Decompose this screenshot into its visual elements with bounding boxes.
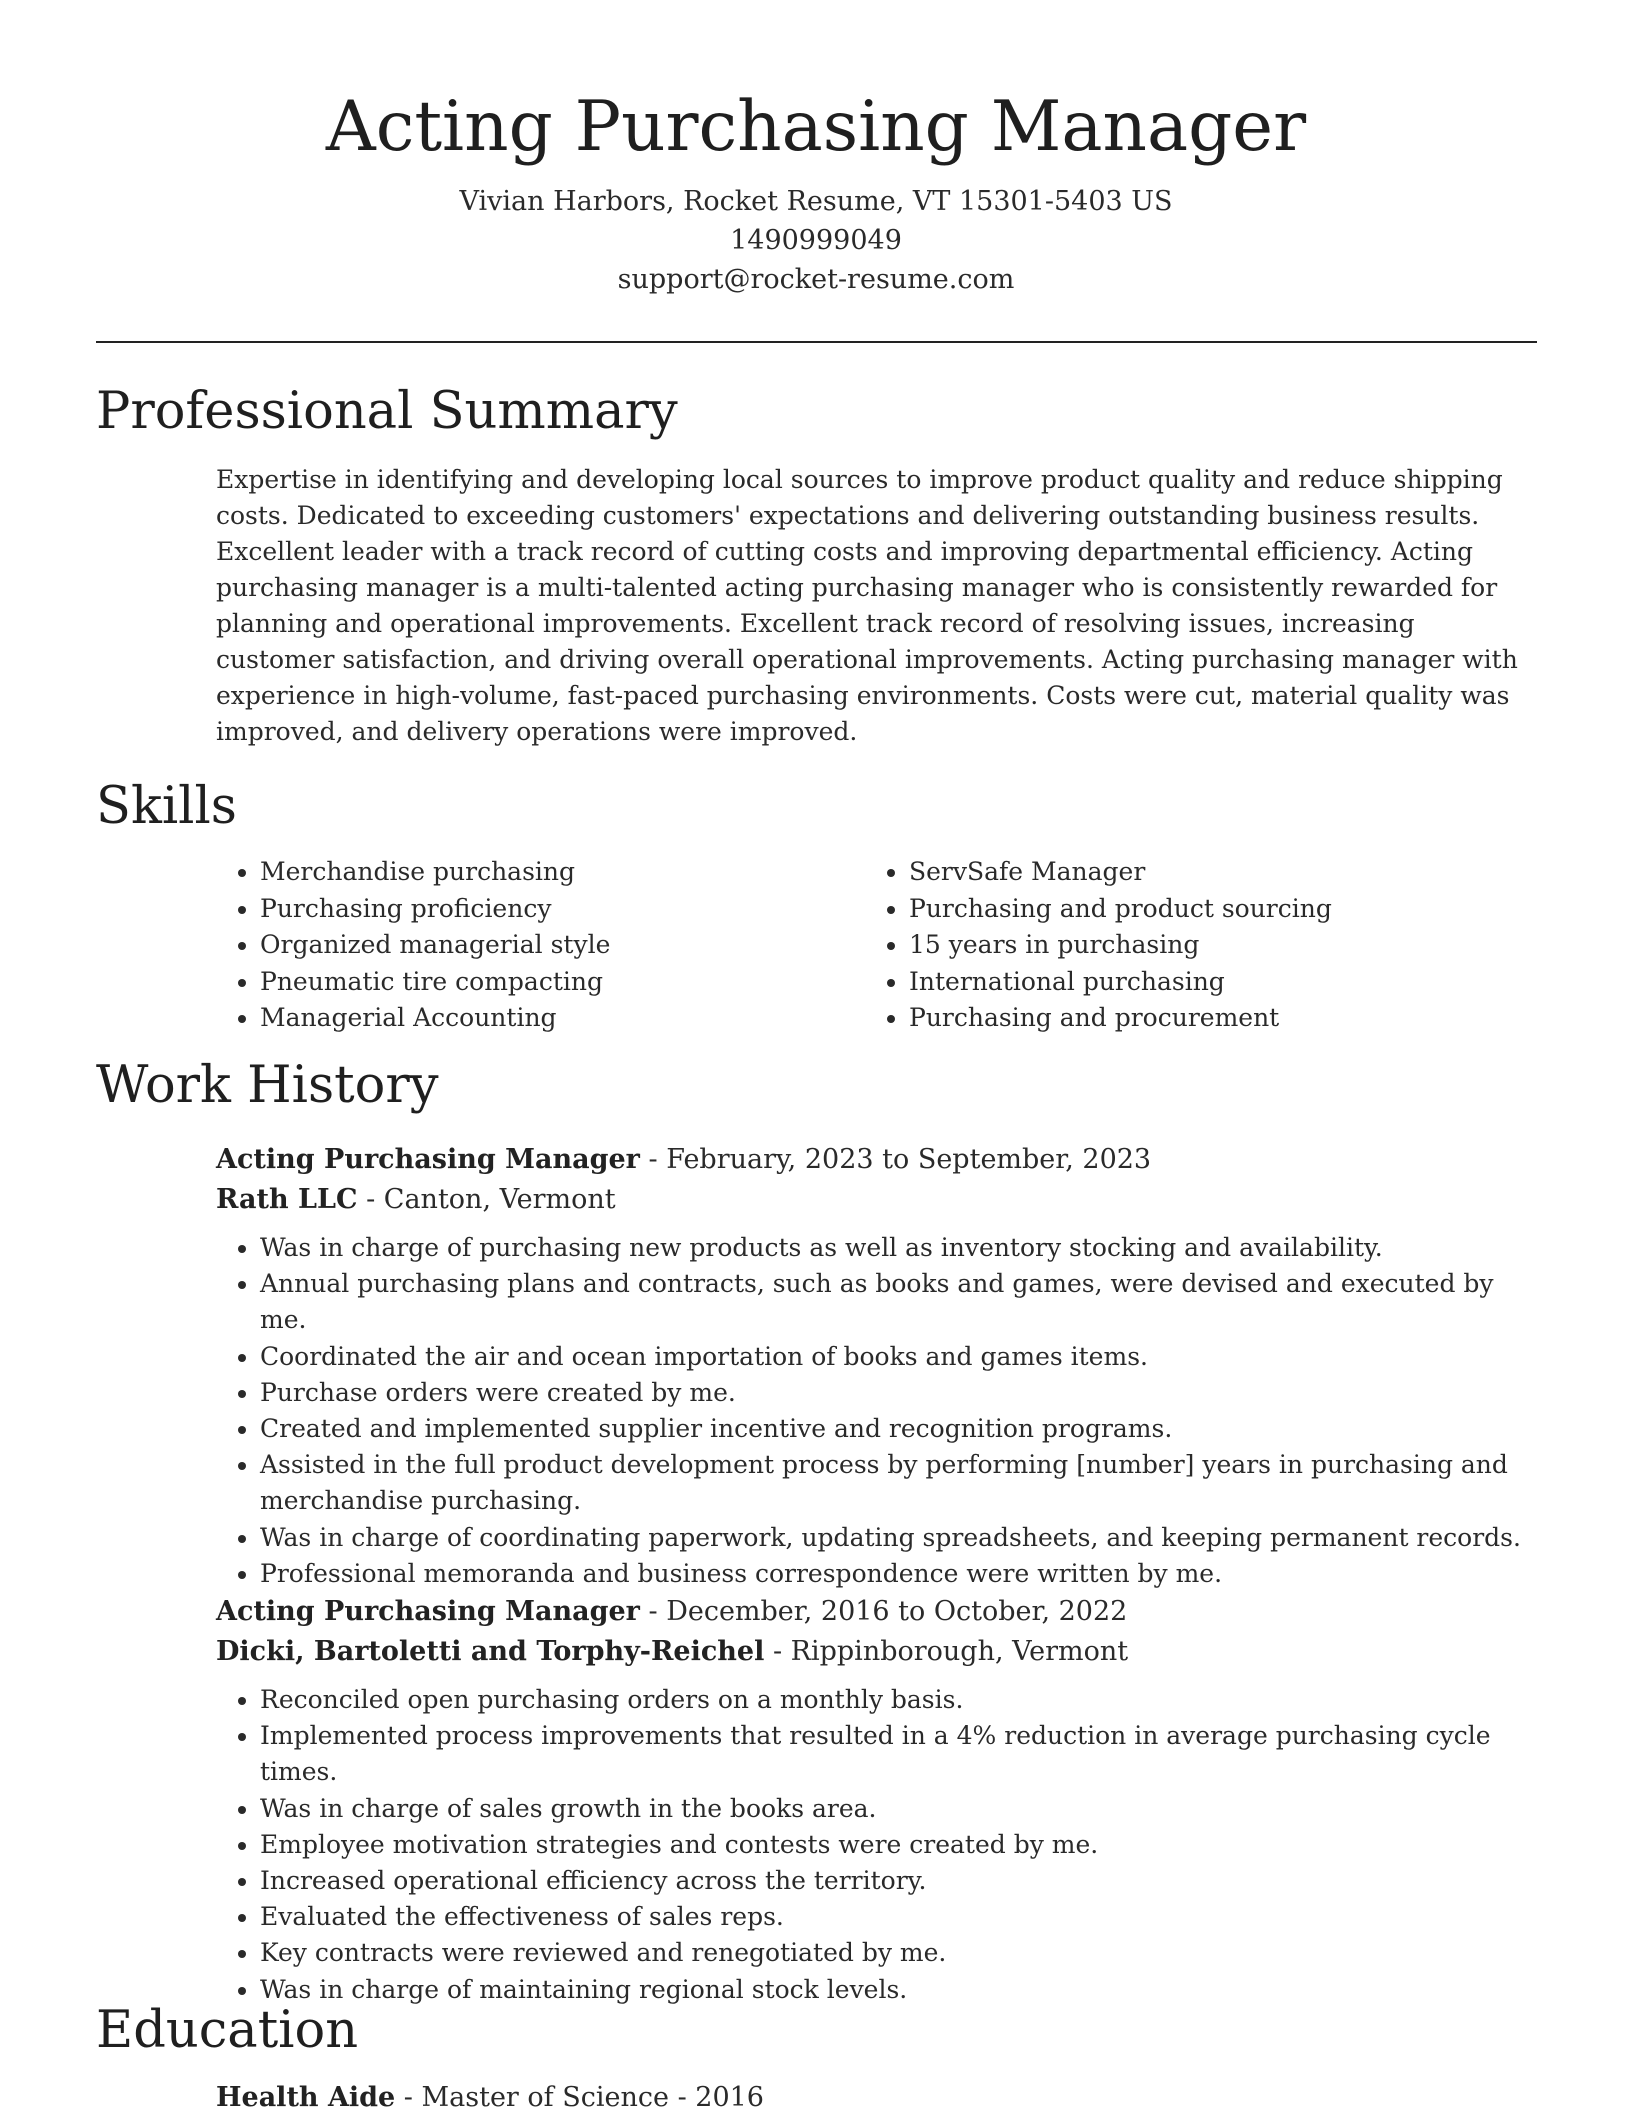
contact-block	[0, 182, 1632, 299]
contact-phone: 1490999049	[730, 225, 902, 256]
job-location: - Canton, Vermont	[357, 1184, 616, 1215]
summary-text: Expertise in identifying and developing local sources to improve product quality and reduce shipping costs. Dedicated to exceeding customers' expectations and delivering outstanding business results. Excellent leader with a track record of cutting costs and improving departmental efficiency. Acting purchasing manager is a multi-talented acting purchasing manager who is consistently rewarded for planning and operational improvements. Excellent track record of resolving issues, increasing customer satisfaction, and driving overall operational improvements. Acting purchasing manager with experience in high-volume, fast-paced purchasing environments. Costs were cut, material quality was improved, and delivery operations were improved.	[216, 465, 1518, 746]
job-bullet: • Evaluated the effectiveness of sales reps.	[260, 1899, 1538, 1935]
skill-item: • Managerial Accounting	[260, 1000, 865, 1037]
education-year: - 2016	[668, 2082, 764, 2113]
job-bullet: • Increased operational efficiency across the territory.	[260, 1863, 1538, 1899]
skills-column-left	[216, 854, 865, 1037]
header-divider	[96, 341, 1537, 343]
job-entry	[216, 1592, 1538, 2008]
job-bullet: • Created and implemented supplier incentive and recognition programs.	[260, 1411, 1538, 1447]
skill-item: • 15 years in purchasing	[909, 927, 1514, 964]
resume-header	[0, 82, 1632, 299]
education-degree: - Master of Science	[395, 2082, 669, 2113]
job-company-line	[216, 1632, 1538, 1672]
job-dates: - February, 2023 to September, 2023	[639, 1144, 1152, 1175]
job-bullet: • Assisted in the full product development process by performing [number] years in purchasing and merchandise purchasing.	[260, 1447, 1538, 1519]
skill-item: • Purchasing proficiency	[260, 891, 865, 928]
job-bullet: • Purchase orders were created by me.	[260, 1375, 1538, 1411]
job-location: - Rippinborough, Vermont	[764, 1636, 1129, 1667]
job-bullet: • Key contracts were reviewed and renegotiated by me.	[260, 1935, 1538, 1971]
job-bullet: • Implemented process improvements that resulted in a 4% reduction in average purchasing cycle times.	[260, 1718, 1538, 1790]
section-title-work-history: Work History	[96, 1056, 439, 1115]
education-field: Health Aide	[216, 2082, 396, 2113]
job-bullets	[216, 1682, 1538, 2008]
job-bullet: • Professional memoranda and business correspondence were written by me.	[260, 1556, 1538, 1592]
job-position: Acting Purchasing Manager	[216, 1144, 640, 1175]
job-bullet: • Annual purchasing plans and contracts, such as books and games, were devised and executed by me.	[260, 1266, 1538, 1338]
section-title-summary: Professional Summary	[96, 382, 678, 441]
contact-email: support@rocket-resume.com	[617, 264, 1015, 295]
job-company-line	[216, 1180, 1538, 1220]
job-bullet: • Was in charge of sales growth in the books area.	[260, 1791, 1538, 1827]
job-company: Dicki, Bartoletti and Torphy-Reichel	[216, 1636, 765, 1667]
job-title-line	[216, 1140, 1538, 1180]
job-bullet: • Employee motivation strategies and contests were created by me.	[260, 1827, 1538, 1863]
job-title-line	[216, 1592, 1538, 1632]
skills-column-right	[865, 854, 1514, 1037]
section-title-skills: Skills	[96, 777, 237, 836]
job-bullets	[216, 1230, 1538, 1592]
job-bullet: • Coordinated the air and ocean importation of books and games items.	[260, 1339, 1538, 1375]
contact-address: Vivian Harbors, Rocket Resume, VT 15301-5403 US	[459, 186, 1173, 217]
skill-item: • Organized managerial style	[260, 927, 865, 964]
job-entry	[216, 1140, 1538, 1592]
section-title-education: Education	[96, 2001, 359, 2060]
skill-item: • Purchasing and procurement	[909, 1000, 1514, 1037]
skill-item: • Pneumatic tire compacting	[260, 964, 865, 1001]
job-bullet: • Was in charge of maintaining regional stock levels.	[260, 1972, 1538, 2008]
skill-item: • Merchandise purchasing	[260, 854, 865, 891]
candidate-name: Acting Purchasing Manager	[325, 87, 1307, 167]
skill-item: • ServSafe Manager	[909, 854, 1514, 891]
job-dates: - December, 2016 to October, 2022	[639, 1596, 1128, 1627]
job-company: Rath LLC	[216, 1184, 358, 1215]
skill-item: • Purchasing and product sourcing	[909, 891, 1514, 928]
job-bullet: • Was in charge of coordinating paperwork, updating spreadsheets, and keeping permanent records.	[260, 1520, 1538, 1556]
education-entry	[216, 2078, 764, 2118]
job-position: Acting Purchasing Manager	[216, 1596, 640, 1627]
skill-item: • International purchasing	[909, 964, 1514, 1001]
job-bullet: • Reconciled open purchasing orders on a monthly basis.	[260, 1682, 1538, 1718]
job-bullet: • Was in charge of purchasing new products as well as inventory stocking and availability.	[260, 1230, 1538, 1266]
skills-list	[216, 854, 1538, 1037]
